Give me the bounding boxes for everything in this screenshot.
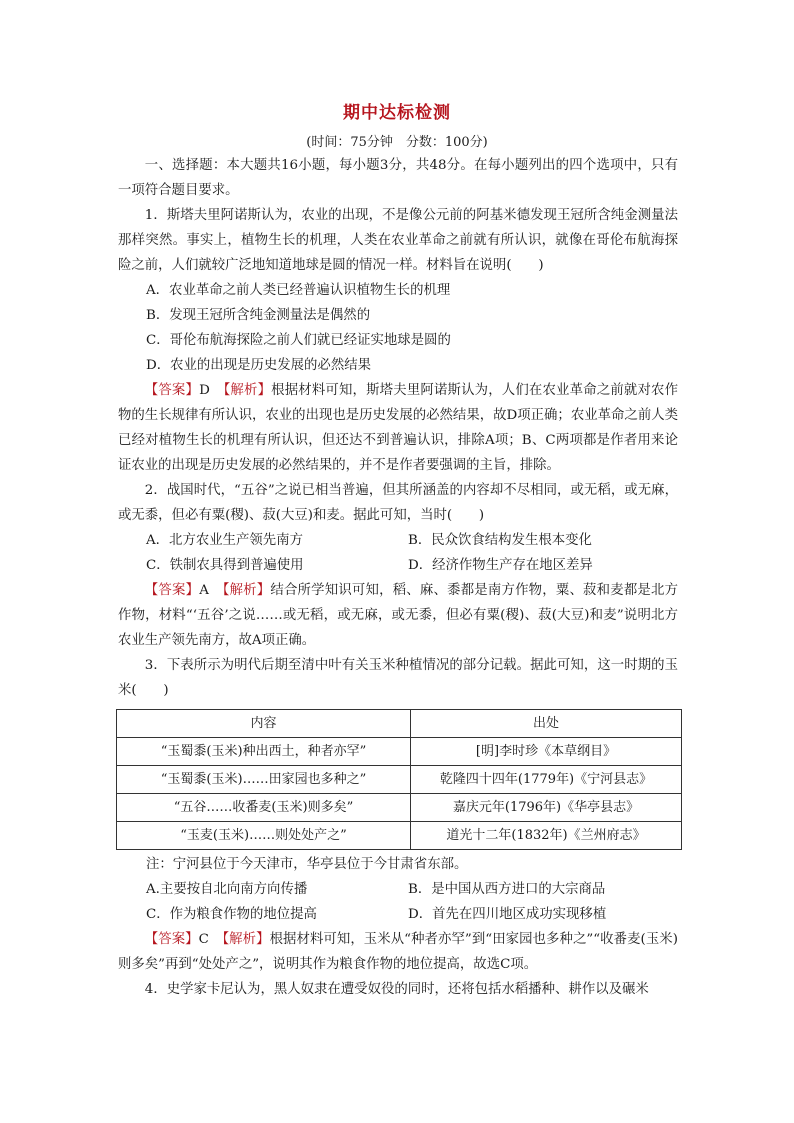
answer-value: D (199, 383, 224, 398)
question-2-option-b: B．民众饮食结构发生根本变化 (408, 533, 592, 548)
answer-tag: 【答案】 (144, 583, 200, 598)
question-2-answer (118, 578, 678, 653)
page-subtitle: (时间：75分钟 分数：100分) (306, 135, 488, 150)
question-1-stem: 1．斯塔夫里阿诺斯认为，农业的出现，不是像公元前的阿基米德发现王冠所含纯金测量法那样突然。事实上，植物生长的机理，人类在农业革命之前就有所认识，就像在哥伦布航海探险之前，人们就较广泛地知道地球是圆的情况一样。材料旨在说明( ) (118, 208, 678, 273)
section-heading: 一、选择题：本大题共16小题，每小题3分，共48分。在每小题列出的四个选项中，只有一项符合题目要求。 (118, 158, 678, 198)
question-3-note: 注：宁河县位于今天津市，华亭县位于今甘肃省东部。 (146, 857, 468, 872)
question-1-option-a: A．农业革命之前人类已经普遍认识植物生长的机理 (146, 283, 451, 298)
table-cell-content: “玉蜀黍(玉米)……田家园也多种之” (117, 766, 411, 794)
question-4-stem: 4．史学家卡尼认为，黑人奴隶在遭受奴役的同时，还将包括水稻播种、耕作以及碾米 (144, 982, 649, 997)
page-title: 期中达标检测 (343, 103, 451, 123)
table-cell-content: “五谷……收番麦(玉米)则多矣” (117, 794, 411, 822)
question-3-table (116, 709, 682, 850)
question-3-option-c: C．作为粮食作物的地位提高 (146, 907, 317, 922)
question-3-option-a: A.主要按自北向南方向传播 (146, 882, 308, 897)
table-cell-source: 乾隆四十四年(1779年)《宁河县志》 (411, 766, 682, 794)
question-3-option-d: D．首先在四川地区成功实现移植 (408, 907, 607, 922)
table-header-source: 出处 (411, 710, 682, 738)
analysis-tag: 【解析】 (222, 932, 270, 947)
question-1-option-b: B．发现王冠所含纯金测量法是偶然的 (146, 308, 371, 323)
question-3-answer (118, 927, 678, 977)
question-2-option-c: C．铁制农具得到普遍使用 (146, 558, 304, 573)
table-cell-content: “玉蜀黍(玉米)种出西土，种者亦罕” (117, 738, 411, 766)
answer-tag: 【答案】 (144, 932, 199, 947)
question-3-options-row-1 (118, 877, 678, 902)
question-1-option-d: D．农业的出现是历史发展的必然结果 (146, 358, 371, 373)
table-row (117, 822, 682, 850)
table-row (117, 766, 682, 794)
question-2-stem: 2．战国时代，“五谷”之说已相当普遍，但其所涵盖的内容却不尽相同，或无稻，或无麻，或无黍，但必有粟(稷)、菽(大豆)和麦。据此可知，当时( ) (118, 483, 678, 523)
question-1-option-c: C．哥伦布航海探险之前人们就已经证实地球是圆的 (146, 333, 451, 348)
question-2-option-a: A．北方农业生产领先南方 (146, 533, 303, 548)
table-cell-content: “玉麦(玉米)……则处处产之” (117, 822, 411, 850)
table-row (117, 794, 682, 822)
question-3-stem: 3．下表所示为明代后期至清中叶有关玉米种植情况的部分记载。据此可知，这一时期的玉米( ) (118, 658, 678, 698)
analysis-tag: 【解析】 (222, 583, 271, 598)
analysis-text: 结合所学知识可知，稻、麻、黍都是南方作物，粟、菽和麦都是北方作物，材料“‘五谷’之说……或无稻，或无麻，或无黍，但必有粟(稷)、菽(大豆)和麦”说明北方农业生产领先南方，故A项正确。 (118, 583, 679, 648)
table-header-row (117, 710, 682, 738)
answer-tag: 【答案】 (144, 383, 200, 398)
table-row (117, 738, 682, 766)
table-cell-source: [明]李时珍《本草纲目》 (411, 738, 682, 766)
analysis-tag: 【解析】 (223, 383, 272, 398)
question-3-option-b: B．是中国从西方进口的大宗商品 (408, 882, 606, 897)
question-1-answer (118, 378, 678, 478)
table-header-content: 内容 (117, 710, 411, 738)
analysis-text: 根据材料可知，玉米从“种者亦罕”到“田家园也多种之”“收番麦(玉米)则多矣”再到“处处产之”，说明其作为粮食作物的地位提高，故选C项。 (118, 932, 678, 972)
table-cell-source: 道光十二年(1832年)《兰州府志》 (411, 822, 682, 850)
question-2-options-row-1 (118, 528, 678, 553)
answer-value: A (199, 583, 223, 598)
question-2-option-d: D．经济作物生产存在地区差异 (408, 558, 593, 573)
analysis-text: 根据材料可知，斯塔夫里阿诺斯认为，人们在农业革命之前就对农作物的生长规律有所认识，农业的出现也是历史发展的必然结果，故D项正确；农业革命之前人类已经对植物生长的机理有所认识，但还达不到普遍认识，排除A项；B、C两项都是作者用来论证农业的出现是历史发展的必然结果的，并不是作者要强调的主旨，排除。 (118, 383, 678, 473)
question-2-options-row-2 (118, 553, 678, 578)
question-3-options-row-2 (118, 902, 678, 927)
table-cell-source: 嘉庆元年(1796年)《华亭县志》 (411, 794, 682, 822)
document-body (118, 153, 678, 1002)
answer-value: C (198, 932, 223, 947)
